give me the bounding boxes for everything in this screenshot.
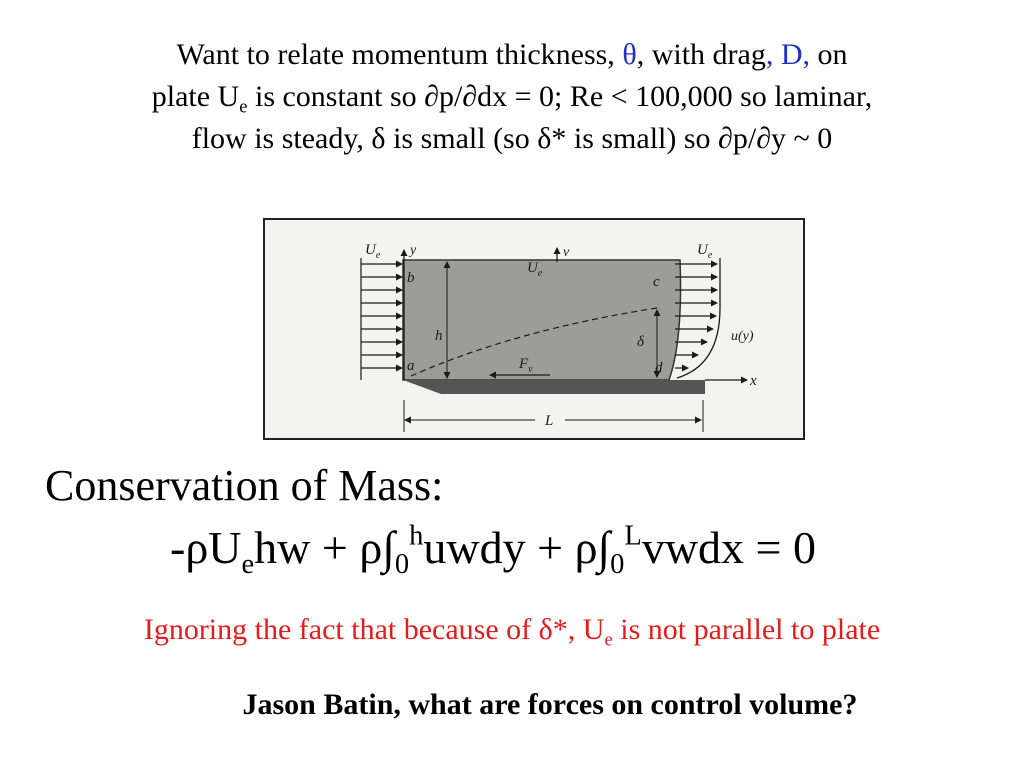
superscript: L	[624, 520, 642, 552]
intro-line-2	[20, 76, 1004, 118]
subscript: 0	[610, 548, 625, 580]
boundary-layer-diagram	[265, 220, 803, 438]
label-y: y	[410, 243, 417, 258]
intro-text-fragment: is constant so ∂p/∂dx = 0; Re < 100,000 so laminar,	[247, 80, 873, 113]
label-h: h	[435, 328, 443, 344]
intro-line-1	[20, 34, 1004, 76]
question-text: Jason Batin, what are forces on control volume?	[242, 688, 858, 721]
intro-line-3: flow is steady, δ is small (so δ* is small) so ∂p/∂y ~ 0	[191, 122, 833, 155]
intro-text-fragment: plate U	[151, 80, 240, 113]
flat-plate	[403, 380, 705, 394]
label-x: x	[750, 373, 757, 389]
superscript: h	[409, 520, 424, 552]
equation-fragment: -ρU	[170, 522, 242, 573]
label-ue-left: $U_e$	[365, 242, 381, 261]
equation-fragment: uwdy + ρ∫	[423, 522, 611, 573]
label-c: c	[653, 274, 660, 290]
drag-symbol: , D,	[765, 38, 810, 71]
label-b: b	[407, 270, 415, 286]
equation-fragment: hw + ρ∫	[254, 522, 395, 573]
intro-text	[20, 34, 1004, 160]
label-fv: $F_v$	[519, 356, 533, 375]
intro-text-fragment: , with drag	[636, 38, 766, 71]
inlet-velocity-arrows	[361, 264, 402, 368]
label-d: d	[655, 360, 663, 376]
mass-equation	[170, 518, 816, 578]
mass-heading: Conservation of Mass:	[45, 461, 444, 510]
subscript: 0	[394, 548, 410, 580]
intro-text-fragment: on	[810, 38, 848, 71]
label-v: v	[563, 245, 570, 260]
label-delta: δ	[637, 334, 644, 350]
label-ue-top: $U_e$	[527, 260, 543, 279]
label-ue-right: $U_e$	[697, 242, 713, 261]
theta-symbol: θ	[622, 38, 637, 71]
subscript: e	[239, 96, 248, 118]
note-fragment: Ignoring the fact that because of δ*, U	[143, 613, 605, 646]
equation-fragment: vwdx = 0	[641, 522, 816, 573]
boundary-layer-figure	[263, 218, 805, 440]
subscript: e	[604, 629, 613, 651]
note-text	[0, 608, 1024, 652]
subscript: e	[241, 548, 255, 580]
outlet-profile-curve	[677, 258, 720, 378]
label-u-of-y: u(y)	[731, 329, 754, 344]
note-fragment: is not parallel to plate	[612, 613, 881, 646]
intro-text-fragment: Want to relate momentum thickness,	[176, 38, 623, 71]
label-a: a	[407, 358, 415, 374]
label-length: L	[545, 413, 554, 429]
